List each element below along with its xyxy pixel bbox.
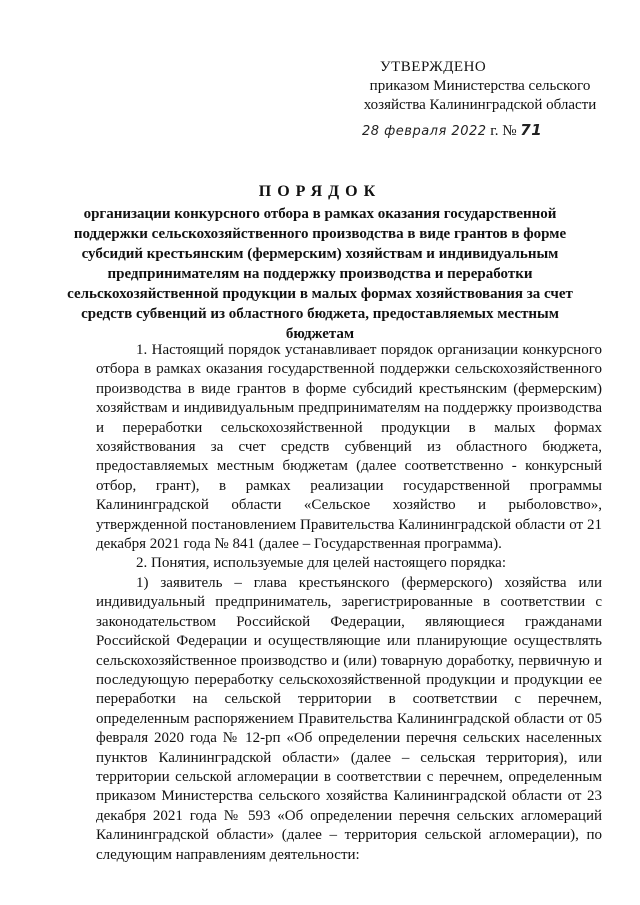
document-title-block (60, 182, 580, 344)
approval-line-2: хозяйства Калининградской области (363, 97, 597, 113)
handwritten-order-number: 71 (520, 121, 543, 139)
document-subtitle: организации конкурсного отбора в рамках оказания государственной поддержки сельскохозяйственного производства в виде грантов в форме субсидий крестьянским (фермерским) хозяйствам и индивидуальным предпринимателям на поддержку производства и переработки сельскохозяйственной продукции в малых формах хозяйствования за счет средств субвенций из областного бюджета, предоставляемых местным бюджетам (67, 206, 573, 342)
handwritten-date: 28 февраля 2022 (362, 124, 487, 139)
approval-heading: УТВЕРЖДЕНО (380, 59, 487, 75)
document-title: ПОРЯДОК (258, 183, 382, 200)
document-body (96, 341, 602, 865)
approval-line-1: приказом Министерства сельского (369, 78, 591, 94)
order-date-line (340, 121, 620, 141)
year-suffix: г. (490, 123, 499, 139)
paragraph-3: 1) заявитель – глава крестьянского (фермерского) хозяйства или индивидуальный предприниматель, зарегистрированные в соответствии с законодательством Российской Федерации, являющиеся гражданами Российской Федерации и осуществляющие или планирующие осуществлять сельскохозяйственное производство и (или) товарную доработку, первичную и последующую переработку сельскохозяйственной продукции и продукции ее переработки на сельской территории в соответствии с перечнем, определенным распоряжением Правительства Калининградской области от 05 февраля 2020 года № 12-рп «Об определении перечня сельских населенных пунктов Калининградской области» (далее – сельская территория), или территории сельской агломерации в соответствии с перечнем, определенным приказом Министерства сельского хозяйства Калининградской области от 23 декабря 2021 года № 593 «Об определении перечня сельских агломераций Калининградской области» (далее – территория сельской агломерации), по следующим направлениям деятельности: (96, 574, 602, 863)
approval-block (340, 58, 620, 141)
paragraph-1: 1. Настоящий порядок устанавливает порядок организации конкурсного отбора в рамках оказания государственной поддержки сельскохозяйственного производства в виде грантов в форме субсидий крестьянским (фермерским) хозяйствам и индивидуальным предпринимателям на поддержку производства и переработки сельскохозяйственной продукции в малых формах хозяйствования за счет средств субвенций из областного бюджета, предоставляемых местным бюджетам (далее соответственно - конкурсный отбор, грант), в рамках реализации государственной программы Калининградской области «Сельское хозяйство и рыболовство», утвержденной постановлением Правительства Калининградской области от 21 декабря 2021 года № 841 (далее – Государственная программа). (96, 342, 602, 553)
paragraph-2: 2. Понятия, используемые для целей настоящего порядка: (136, 555, 506, 572)
number-sign: № (502, 123, 517, 139)
